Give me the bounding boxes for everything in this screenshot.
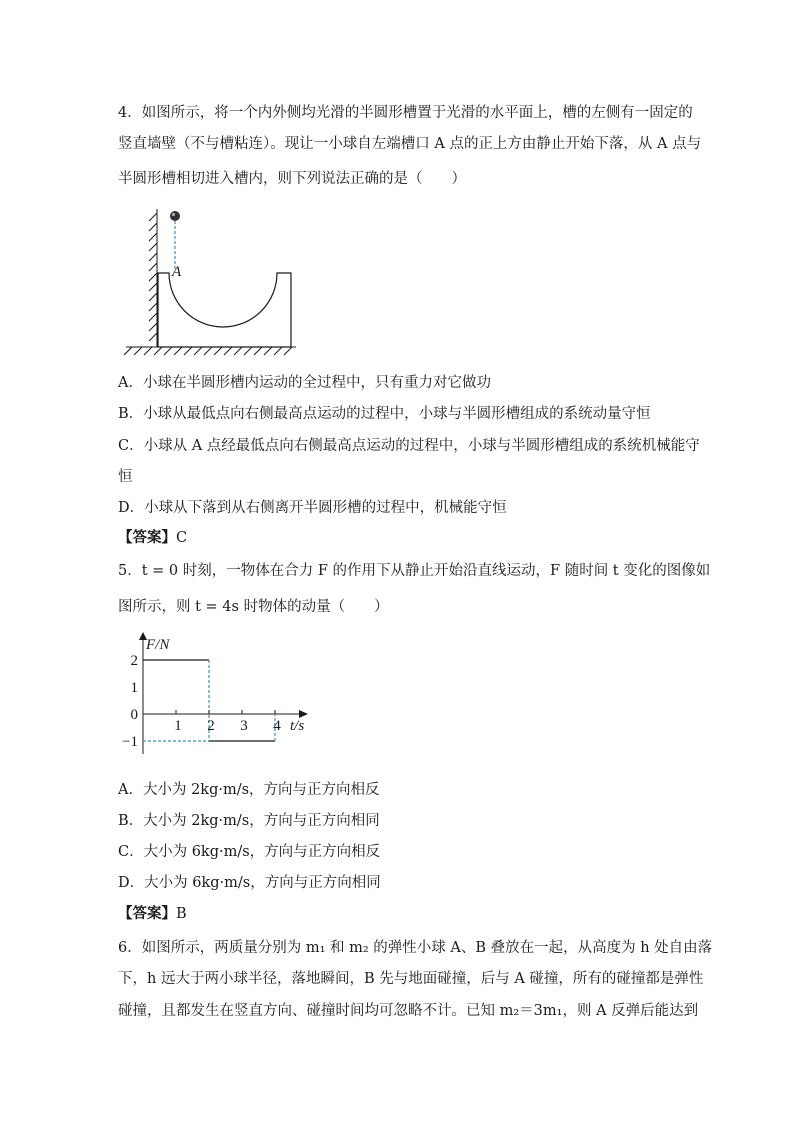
q4-stem-line-1: 4．如图所示，将一个内外侧均光滑的半圆形槽置于光滑的水平面上，槽的左侧有一固定的: [118, 105, 693, 121]
y-tick-label: −1: [122, 734, 138, 750]
x-tick-label: 4: [273, 718, 281, 734]
q5-answer: [118, 904, 187, 924]
q4-stem-line-3: 半圆形槽相切进入槽内，则下列说法正确的是（ ）: [118, 171, 466, 187]
answer-label: 【答案】: [118, 905, 176, 922]
q4-option-a: A．小球在半圆形槽内运动的全过程中，只有重力对它做功: [118, 375, 491, 391]
q5-option-d: D．大小为 6kg·m/s，方向与正方向相同: [118, 875, 381, 891]
y-tick-label: 0: [130, 707, 138, 723]
q5-option-c: C．大小为 6kg·m/s，方向与正方向相反: [118, 844, 381, 860]
groove-body: [158, 273, 291, 347]
q5-stem-line-2: 图所示，则 t = 4s 时物体的动量（ ）: [118, 599, 389, 615]
point-A-label: A: [172, 264, 182, 280]
q5-option-b: B．大小为 2kg·m/s，方向与正方向相同: [118, 813, 380, 829]
q5-option-a: A．大小为 2kg·m/s，方向与正方向相反: [118, 782, 380, 798]
x-axis-label: t/s: [290, 718, 305, 734]
q6-stem-line-3: 碰撞，且都发生在竖直方向、碰撞时间均可忽略不计。已知 m₂＝3m₁，则 A 反弹后能达到: [118, 1003, 699, 1019]
q4-option-c-line-1: C．小球从 A 点经最低点向右侧最高点运动的过程中，小球与半圆形槽组成的系统机械能守: [118, 438, 700, 454]
answer-value: C: [176, 530, 188, 546]
q6-stem-line-1: 6．如图所示，两质量分别为 m₁ 和 m₂ 的弹性小球 A、B 叠放在一起，从高度为 h 处自由落: [118, 940, 713, 956]
q5-stem-line-1: 5．t = 0 时刻，一物体在合力 F 的作用下从静止开始沿直线运动，F 随时间 t 变化的图像如: [118, 563, 711, 579]
answer-value: B: [176, 906, 187, 922]
y-axis-label: F/N: [146, 637, 170, 653]
q6-stem-line-2: 下，h 远大于两小球半径，落地瞬间，B 先与地面碰撞，后与 A 碰撞，所有的碰撞都是弹性: [118, 971, 704, 987]
x-tick-label: 1: [174, 718, 182, 734]
q5-force-time-chart: [118, 632, 318, 762]
y-tick-label: 1: [130, 680, 138, 696]
q4-option-c-line-2: 恒: [118, 469, 133, 485]
q4-option-b: B．小球从最低点向右侧最高点运动的过程中，小球与半圆形槽组成的系统动量守恒: [118, 406, 651, 422]
floor-hatching: [124, 347, 296, 355]
ball: [170, 211, 180, 221]
q4-answer: [118, 528, 187, 548]
q4-figure-semicircular-groove: [118, 205, 318, 355]
wall-hatching: [149, 209, 157, 347]
y-tick-label: 2: [130, 653, 138, 669]
answer-label: 【答案】: [118, 529, 176, 546]
x-axis-arrow: [299, 710, 308, 718]
q4-stem-line-2: 竖直墙壁（不与槽粘连）。现让一小球自左端槽口 A 点的正上方由静止开始下落，从 A 点与: [118, 136, 702, 152]
x-tick-label: 2: [207, 718, 215, 734]
x-tick-label: 3: [240, 718, 248, 734]
q4-option-d: D．小球从下落到从右侧离开半圆形槽的过程中，机械能守恒: [118, 500, 507, 516]
